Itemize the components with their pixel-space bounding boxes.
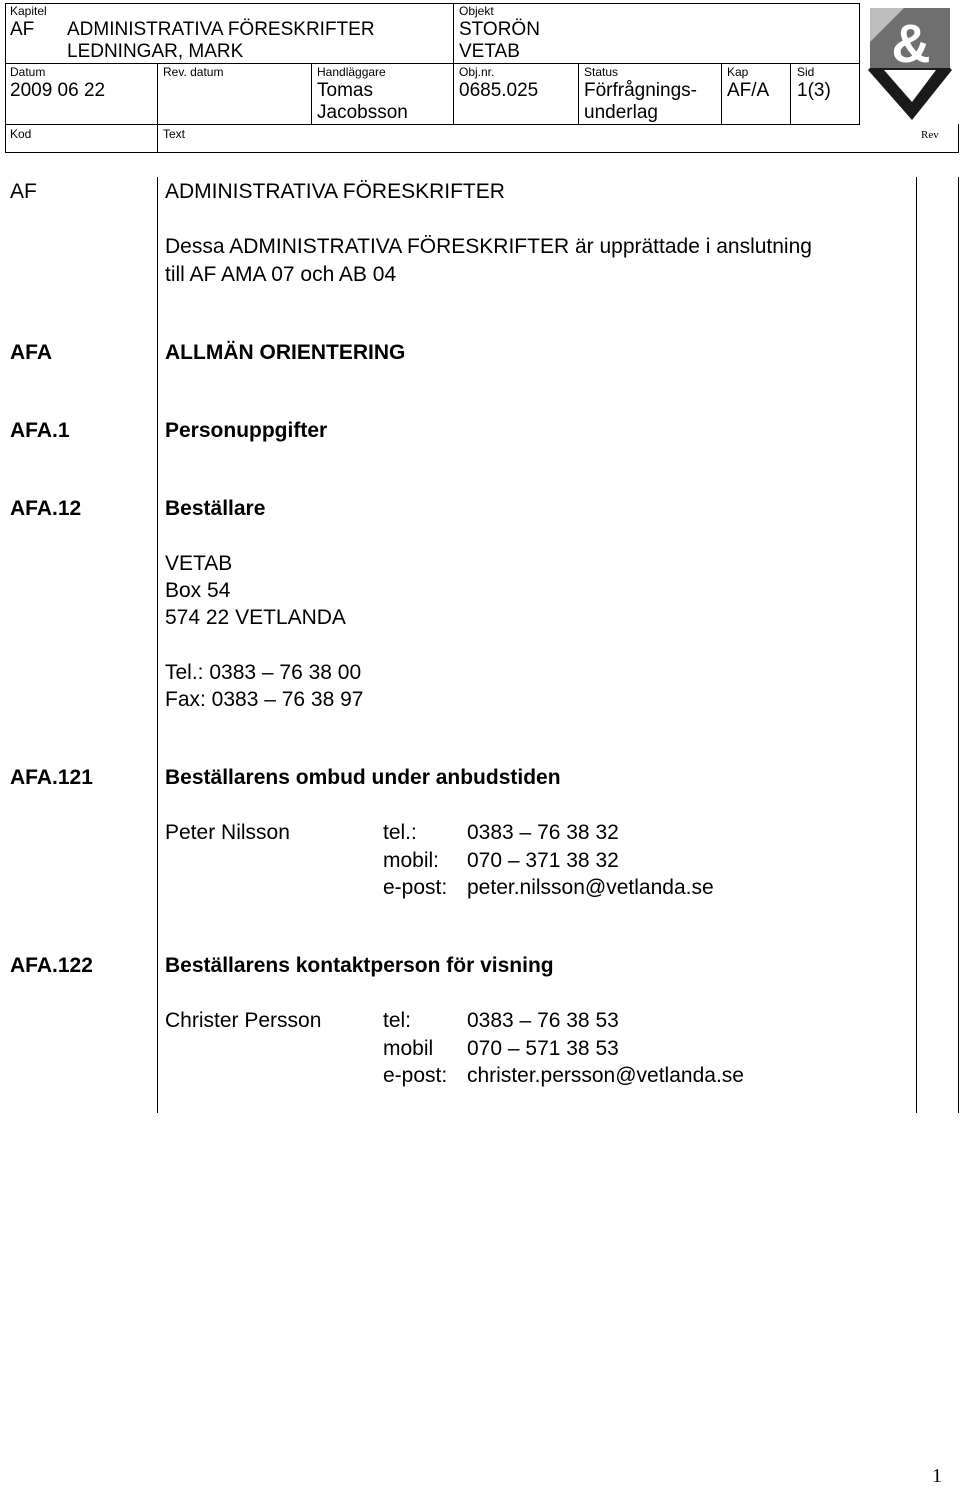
header-row-divider	[5, 124, 860, 125]
fax-line: Fax: 0383 – 76 38 97	[165, 688, 364, 711]
status-label: Status	[584, 65, 619, 79]
objnr-value: 0685.025	[459, 80, 539, 101]
section-code: AFA.122	[10, 954, 93, 977]
kapitel-title-line1: ADMINISTRATIVA FÖRESKRIFTER	[67, 19, 375, 40]
body-col-divider	[916, 177, 917, 1113]
header-border-left	[5, 3, 6, 153]
header-border-top	[5, 3, 860, 4]
datum-value: 2009 06 22	[10, 80, 106, 101]
header-col-divider	[453, 3, 454, 125]
contact-mobil-value: 070 – 371 38 32	[467, 849, 619, 872]
sid-value: 1(3)	[797, 80, 831, 101]
body-border-right	[958, 177, 959, 1113]
objekt-line1: STORÖN	[459, 19, 540, 40]
rev-label: Rev	[921, 129, 939, 141]
kapitel-label: Kapitel	[10, 4, 47, 18]
contact-name: Peter Nilsson	[165, 821, 290, 844]
header-col-divider	[157, 63, 158, 125]
text-label: Text	[163, 127, 186, 141]
objekt-line2: VETAB	[459, 41, 520, 62]
header-border-bottom	[5, 152, 959, 153]
section-code: AFA.1	[10, 419, 70, 442]
header-border-right	[958, 124, 959, 153]
address-line: VETAB	[165, 552, 233, 575]
company-logo	[864, 4, 958, 124]
kapitel-code: AF	[10, 19, 35, 40]
status-line1: Förfrågnings-	[584, 80, 697, 101]
section-title: ADMINISTRATIVA FÖRESKRIFTER	[165, 180, 505, 203]
section-title: ALLMÄN ORIENTERING	[165, 341, 406, 364]
body-col-divider	[157, 177, 158, 1113]
contact-mobil-label: mobil	[383, 1037, 434, 1060]
contact-tel-value: 0383 – 76 38 53	[467, 1009, 619, 1032]
header-col-divider	[311, 63, 312, 125]
status-line2: underlag	[584, 102, 658, 123]
svg-text:&: &	[891, 14, 931, 74]
handlaggare-label: Handläggare	[317, 65, 386, 79]
contact-tel-value: 0383 – 76 38 32	[467, 821, 619, 844]
kapitel-title-line2: LEDNINGAR, MARK	[67, 41, 244, 62]
contact-epost-label: e-post:	[383, 876, 448, 899]
contact-epost-label: e-post:	[383, 1064, 448, 1087]
contact-email-link[interactable]: christer.persson@vetlanda.se	[467, 1064, 744, 1087]
contact-tel-label: tel.:	[383, 821, 417, 844]
section-title: Beställarens ombud under anbudstiden	[165, 766, 561, 789]
header-row-divider	[5, 63, 860, 64]
contact-mobil-label: mobil:	[383, 849, 440, 872]
sid-label: Sid	[797, 65, 815, 79]
section-title: Beställarens kontaktperson för visning	[165, 954, 554, 977]
phone-line: Tel.: 0383 – 76 38 00	[165, 661, 362, 684]
contact-name: Christer Persson	[165, 1009, 322, 1032]
revdatum-label: Rev. datum	[163, 65, 224, 79]
section-code: AF	[10, 180, 37, 203]
section-text: till AF AMA 07 och AB 04	[165, 263, 397, 286]
header-col-divider	[157, 124, 158, 153]
handlaggare-line1: Tomas	[317, 80, 373, 101]
header-border-right	[859, 3, 860, 125]
address-line: 574 22 VETLANDA	[165, 606, 346, 629]
header-col-divider	[790, 63, 791, 125]
section-title: Beställare	[165, 497, 266, 520]
datum-label: Datum	[10, 65, 46, 79]
page-number: 1	[932, 1465, 942, 1487]
header-col-divider	[721, 63, 722, 125]
section-code: AFA	[10, 341, 52, 364]
section-title: Personuppgifter	[165, 419, 328, 442]
contact-mobil-value: 070 – 571 38 53	[467, 1037, 619, 1060]
objnr-label: Obj.nr.	[459, 65, 495, 79]
contact-email-link[interactable]: peter.nilsson@vetlanda.se	[467, 876, 714, 899]
section-text: Dessa ADMINISTRATIVA FÖRESKRIFTER är upprättade i anslutning	[165, 235, 812, 258]
address-line: Box 54	[165, 579, 231, 602]
contact-tel-label: tel:	[383, 1009, 412, 1032]
section-code: AFA.12	[10, 497, 82, 520]
kap-value: AF/A	[727, 80, 770, 101]
kod-label: Kod	[10, 127, 32, 141]
header-col-divider	[578, 63, 579, 125]
kap-label: Kap	[727, 65, 749, 79]
objekt-label: Objekt	[459, 4, 494, 18]
handlaggare-line2: Jacobsson	[317, 102, 408, 123]
section-code: AFA.121	[10, 766, 93, 789]
